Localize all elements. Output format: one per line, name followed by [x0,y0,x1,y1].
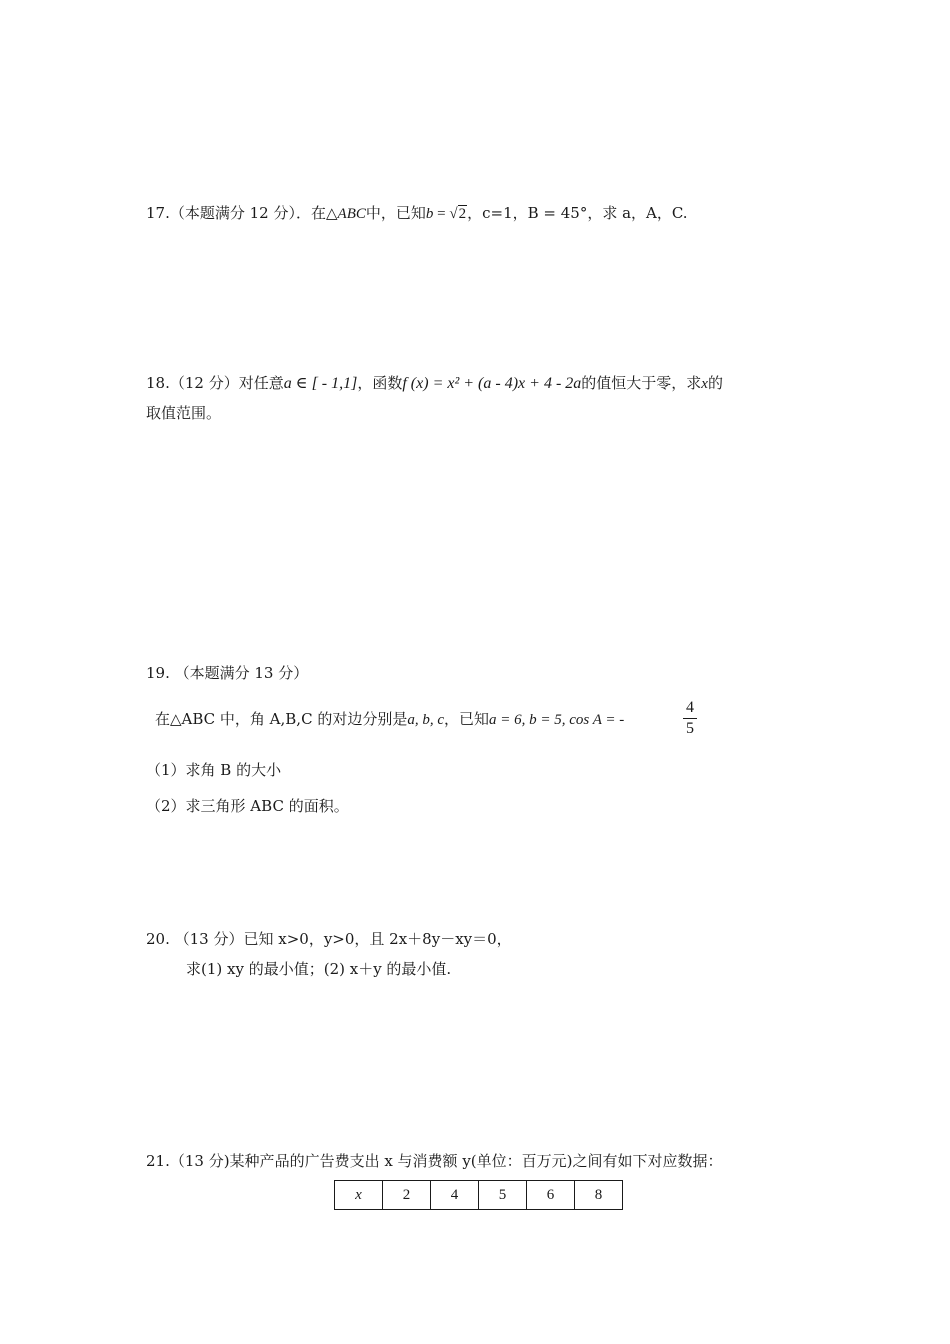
q19-side-vars: a, b, c [407,712,444,728]
table-row [335,1181,623,1210]
q18-condition: 的值恒大于零，求 [581,374,702,392]
sqrt-sign: √ [449,206,458,222]
data-table [334,1180,623,1210]
question-18-line-1 [146,373,723,394]
fraction-4-5 [683,699,697,738]
q17-rest: ，c=1，B = 45°，求 a，A，C. [467,204,688,222]
q17-b-var: b [425,206,434,222]
question-19-part-2: （2）求三角形 ABC 的面积。 [146,797,349,815]
question-20-line-2: 求(1) xy 的最小值；(2) x＋y 的最小值. [186,960,452,978]
question-17 [146,203,688,224]
q18-function: f (x) = x² + (a - 4)x + 4 - 2a [402,375,582,392]
q17-head: （本题满分 12 分）．在△ [169,204,338,222]
q18-x-var: x [701,376,708,392]
question-18-line-2: 取值范围。 [146,404,222,422]
question-19-title: 19. （本题满分 13 分） [146,664,309,682]
q18-lead: 18.（12 分）对任意 [146,374,284,392]
fraction-numerator: 4 [686,699,694,716]
q18-de: 的 [707,374,723,392]
q18-func-label: ，函数 [357,374,403,392]
sqrt-radicand: 2 [458,206,467,222]
fraction-denominator: 5 [686,720,694,737]
question-19-stem [155,709,624,730]
table-cell: 5 [479,1181,527,1210]
q18-domain: a ∈ [ - 1,1] [283,375,358,392]
question-19-part-1: （1）求角 B 的大小 [146,761,282,779]
q17-abc: ABC [337,206,366,222]
table-header-x: x [335,1181,383,1210]
q17-eq: = [433,206,450,222]
q19-stem-a: 在△ABC 中，角 A,B,C 的对边分别是 [155,710,408,728]
fraction-bar [683,718,697,719]
question-21-line-1: 21.（13 分)某种产品的广告费支出 x 与消费额 y(单位：百万元)之间有如下对应数据： [146,1152,723,1170]
table-cell: 6 [527,1181,575,1210]
q17-number: 17. [146,204,170,222]
question-20-line-1: 20. （13 分）已知 x>0，y>0，且 2x＋8y－xy＝0， [146,930,512,948]
table-cell: 8 [575,1181,623,1210]
table-cell: 4 [431,1181,479,1210]
q19-conditions: a = 6, b = 5, cos A = - [489,712,625,728]
table-cell: 2 [383,1181,431,1210]
q19-stem-b: ，已知 [444,710,490,728]
q17-mid: 中，已知 [365,204,426,222]
